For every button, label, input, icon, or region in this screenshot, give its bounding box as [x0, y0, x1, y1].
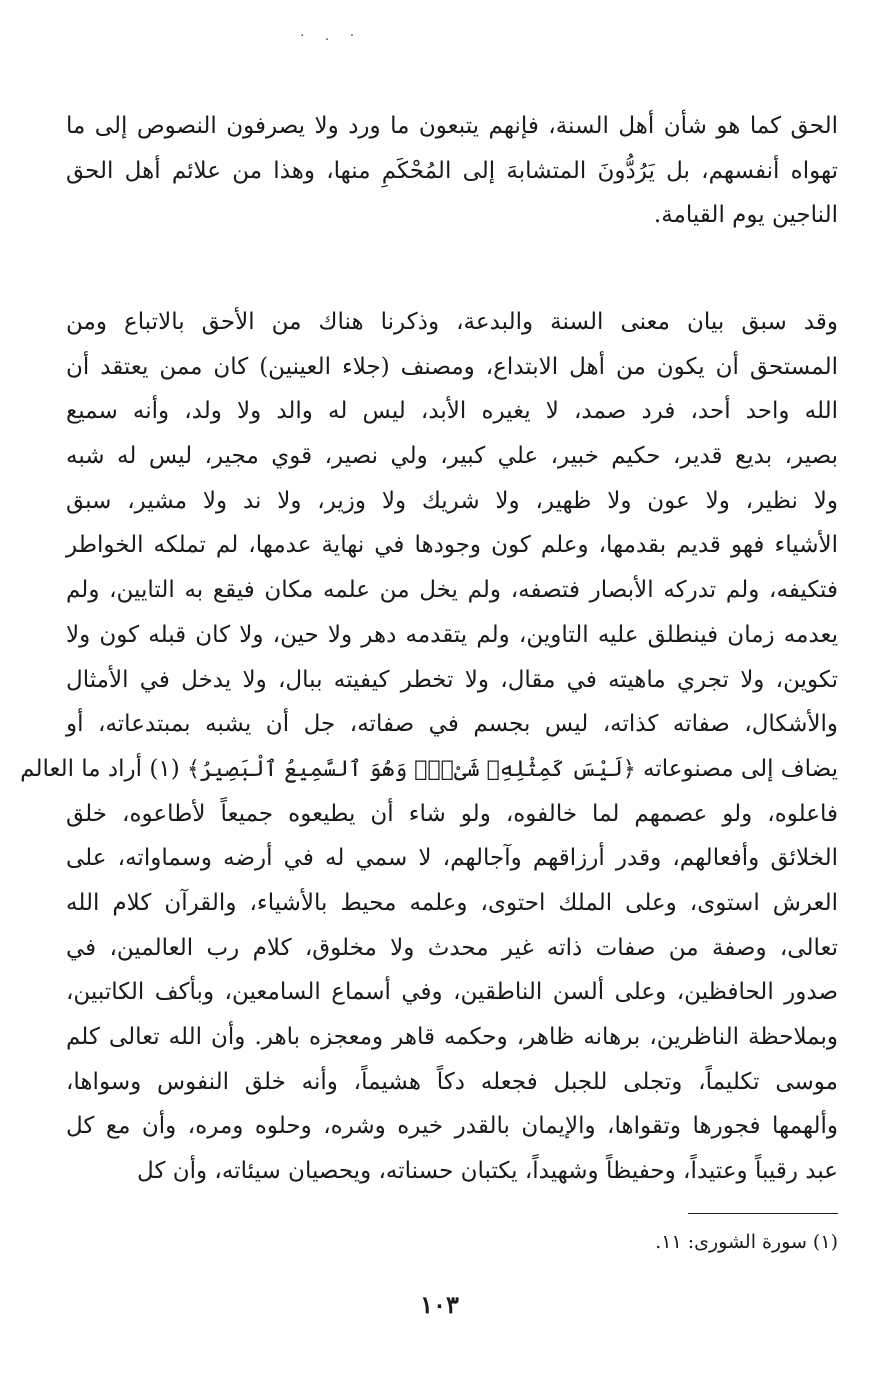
paragraph-2-line: صدور الحافظين، وعلى ألسن الناطقين، وفي أسماع السامعين، وبأكف الكاتبين،: [66, 979, 838, 1006]
paragraph-2-line: الخلائق وأفعالهم، وقدر أرزاقهم وآجالهم، لا سمي له في أرضه وسماواته، على: [66, 845, 838, 872]
paragraph-2-line: عبد رقيباً وعتيداً، وحفيظاً وشهيداً، يكتبان حسناته، ويحصيان سيئاته، وأن كل: [137, 1158, 838, 1185]
paragraph-2-line: موسى تكليماً، وتجلى للجبل فجعله دكاً هشيماً، وأنه خلق النفوس وسواها،: [66, 1068, 838, 1095]
paragraph-2-line: الأشياء فهو قديم بقدمها، وعلم كون وجودها في نهاية عدمها، لم تملكه الخواطر: [66, 532, 838, 559]
paragraph-2-line: وقد سبق بيان معنى السنة والبدعة، وذكرنا هناك من الأحق بالاتباع ومن: [66, 309, 838, 335]
footnote: (١) سورة الشورى: ١١.: [655, 1231, 838, 1253]
paragraph-2-line: فاعلوه، ولو عصمهم لما خالفوه، ولو شاء أن يطيعوه جميعاً لأطاعوه، خلق: [66, 800, 838, 827]
paragraph-2-line: والأشكال، صفاته كذاته، ليس بجسم في صفاته، جل أن يشبه بمبتدعاته، أو: [66, 711, 838, 738]
footnote-divider: [688, 1213, 838, 1214]
paragraph-2-line: يعدمه زمان فينطلق عليه التاوين، ولم يتقدمه دهر ولا حين، ولا كان قبله كون ولا: [66, 621, 838, 648]
top-mark: · . ·: [300, 28, 363, 44]
page-number: ١٠٣: [420, 1290, 459, 1319]
footnote-reference: (١): [149, 755, 180, 782]
quran-line-after-text: أراد ما العالم: [20, 755, 143, 782]
paragraph-2-line: المستحق أن يكون من أهل الابتداع، ومصنف (جلاء العينين) كان ممن يعتقد أن: [66, 353, 838, 380]
paragraph-2-line: فتكيفه، ولم تدركه الأبصار فتصفه، ولم يخل من علمه مكان فيقع به التايين، ولم: [66, 577, 838, 604]
paragraph-2-line: ولا نظير، ولا عون ولا ظهير، ولا شريك ولا وزير، ولا ند ولا مشير، سبق: [66, 487, 838, 514]
paragraph-2-line: بصير، بديع قدير، حكيم خبير، علي كبير، ولي نصير، قوي مجير، ليس له شبه: [66, 443, 838, 470]
paragraph-2-line: العرش استوى، وعلى الملك احتوى، وعلمه محيط بالأشياء، والقرآن كلام الله: [66, 889, 838, 916]
paragraph-1: [66, 104, 838, 238]
quran-line-before-text: يضاف إلى مصنوعاته: [643, 755, 838, 782]
paragraph-1-line: الناجين يوم القيامة.: [653, 202, 838, 229]
paragraph-2-line: وبملاحظة الناظرين، برهانه ظاهر، وحكمه قاهر ومعجزه باهر. وأن الله تعالى كلم: [66, 1024, 838, 1050]
paragraph-2-line: تكوين، ولا تجري ماهيته في مقال، ولا تخطر كيفيته ببال، ولا يدخل في الأمثال: [66, 666, 838, 693]
quran-verse: ﴿لَيْسَ كَمِثْلِهِۦ شَىْءٌۖ وَهُوَ ٱلسَّمِيعُ ٱلْبَصِيرُ﴾: [187, 756, 636, 782]
paragraph-1-line: الحق كما هو شأن أهل السنة، فإنهم يتبعون ما ورد ولا يصرفون النصوص إلى ما: [66, 113, 838, 139]
quran-citation-line: [20, 747, 838, 792]
paragraph-1-line: تهواه أنفسهم، بل يَرُدُّونَ المتشابهَ إلى المُحْكَمِ منها، وهذا من علائم أهل الحق: [66, 157, 838, 184]
paragraph-2-line: تعالى، وصفة من صفات ذاته غير محدث ولا مخلوق، كلام رب العالمين، في: [66, 934, 838, 961]
paragraph-2-line: وألهمها فجورها وتقواها، والإيمان بالقدر خيره وشره، وحلوه ومره، وأن مع كل: [66, 1113, 838, 1140]
paragraph-2: [20, 300, 838, 1194]
paragraph-2-line: الله واحد أحد، فرد صمد، لا يغيره الأبد، ليس له والد ولا ولد، وأنه سميع: [66, 398, 838, 425]
